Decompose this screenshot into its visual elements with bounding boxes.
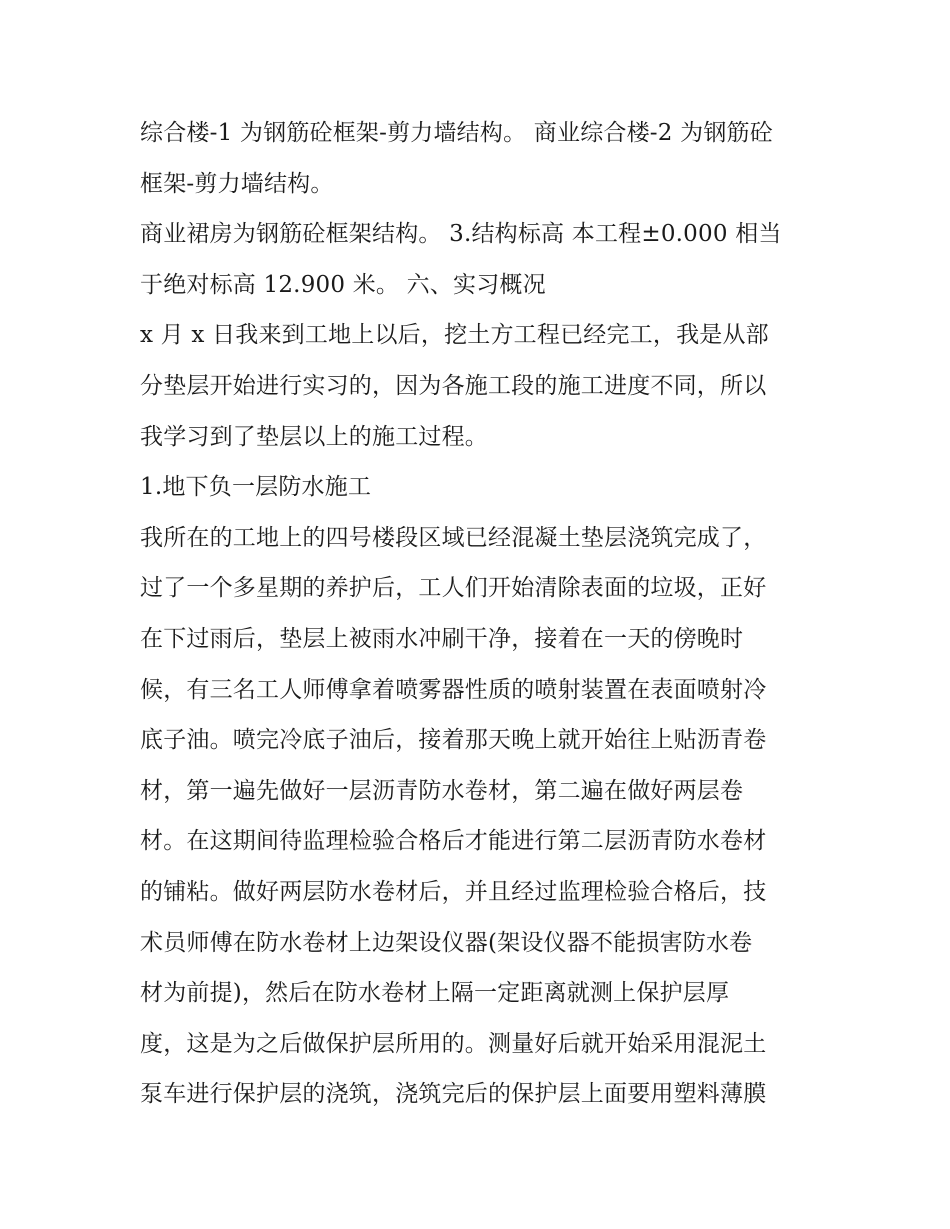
text-line-2: 框架-剪力墙结构。 xyxy=(140,170,334,197)
text-line-12: 候，有三名工人师傅拿着喷雾器性质的喷射装置在表面喷射冷 xyxy=(140,676,767,703)
text-line-14: 材，第一遍先做好一层沥青防水卷材，第二遍在做好两层卷 xyxy=(140,777,744,804)
text-line-13: 底子油。喷完冷底子油后，接着那天晚上就开始往上贴沥青卷 xyxy=(140,727,767,754)
section-heading: 1.地下负一层防水施工 xyxy=(140,474,372,501)
text-line-6: 分垫层开始进行实习的，因为各施工段的施工进度不同，所以 xyxy=(140,372,767,399)
text-line-9: 我所在的工地上的四号楼段区域已经混凝土垫层浇筑完成了， xyxy=(140,524,767,551)
text-line-17: 术员师傅在防水卷材上边架设仪器(架设仪器不能损害防水卷 xyxy=(140,929,753,956)
text-line-19: 度，这是为之后做保护层所用的。测量好后就开始采用混泥土 xyxy=(140,1030,767,1057)
document-body xyxy=(140,108,820,1120)
text-line-1: 综合楼-1 为钢筋砼框架-剪力墙结构。 商业综合楼-2 为钢筋砼 xyxy=(140,120,773,146)
text-line-16: 的铺粘。做好两层防水卷材后，并且经过监理检验合格后，技 xyxy=(140,878,767,905)
text-line-20: 泵车进行保护层的浇筑，浇筑完后的保护层上面要用塑料薄膜 xyxy=(140,1081,767,1108)
text-line-4: 于绝对标高 12.900 米。 六、实习概况 xyxy=(140,271,546,298)
text-line-5: x 月 x 日我来到工地上以后，挖土方工程已经完工，我是从部 xyxy=(140,322,769,349)
text-line-15: 材。在这期间待监理检验合格后才能进行第二层沥青防水卷材 xyxy=(140,828,767,855)
text-line-3: 商业裙房为钢筋砼框架结构。 3.结构标高 本工程±0.000 相当 xyxy=(140,221,782,248)
text-line-10: 过了一个多星期的养护后，工人们开始清除表面的垃圾，正好 xyxy=(140,575,767,602)
text-line-11: 在下过雨后，垫层上被雨水冲刷干净，接着在一天的傍晚时 xyxy=(140,625,744,652)
text-line-7: 我学习到了垫层以上的施工过程。 xyxy=(140,423,488,450)
text-line-18: 材为前提)，然后在防水卷材上隔一定距离就测上保护层厚 xyxy=(140,980,730,1007)
